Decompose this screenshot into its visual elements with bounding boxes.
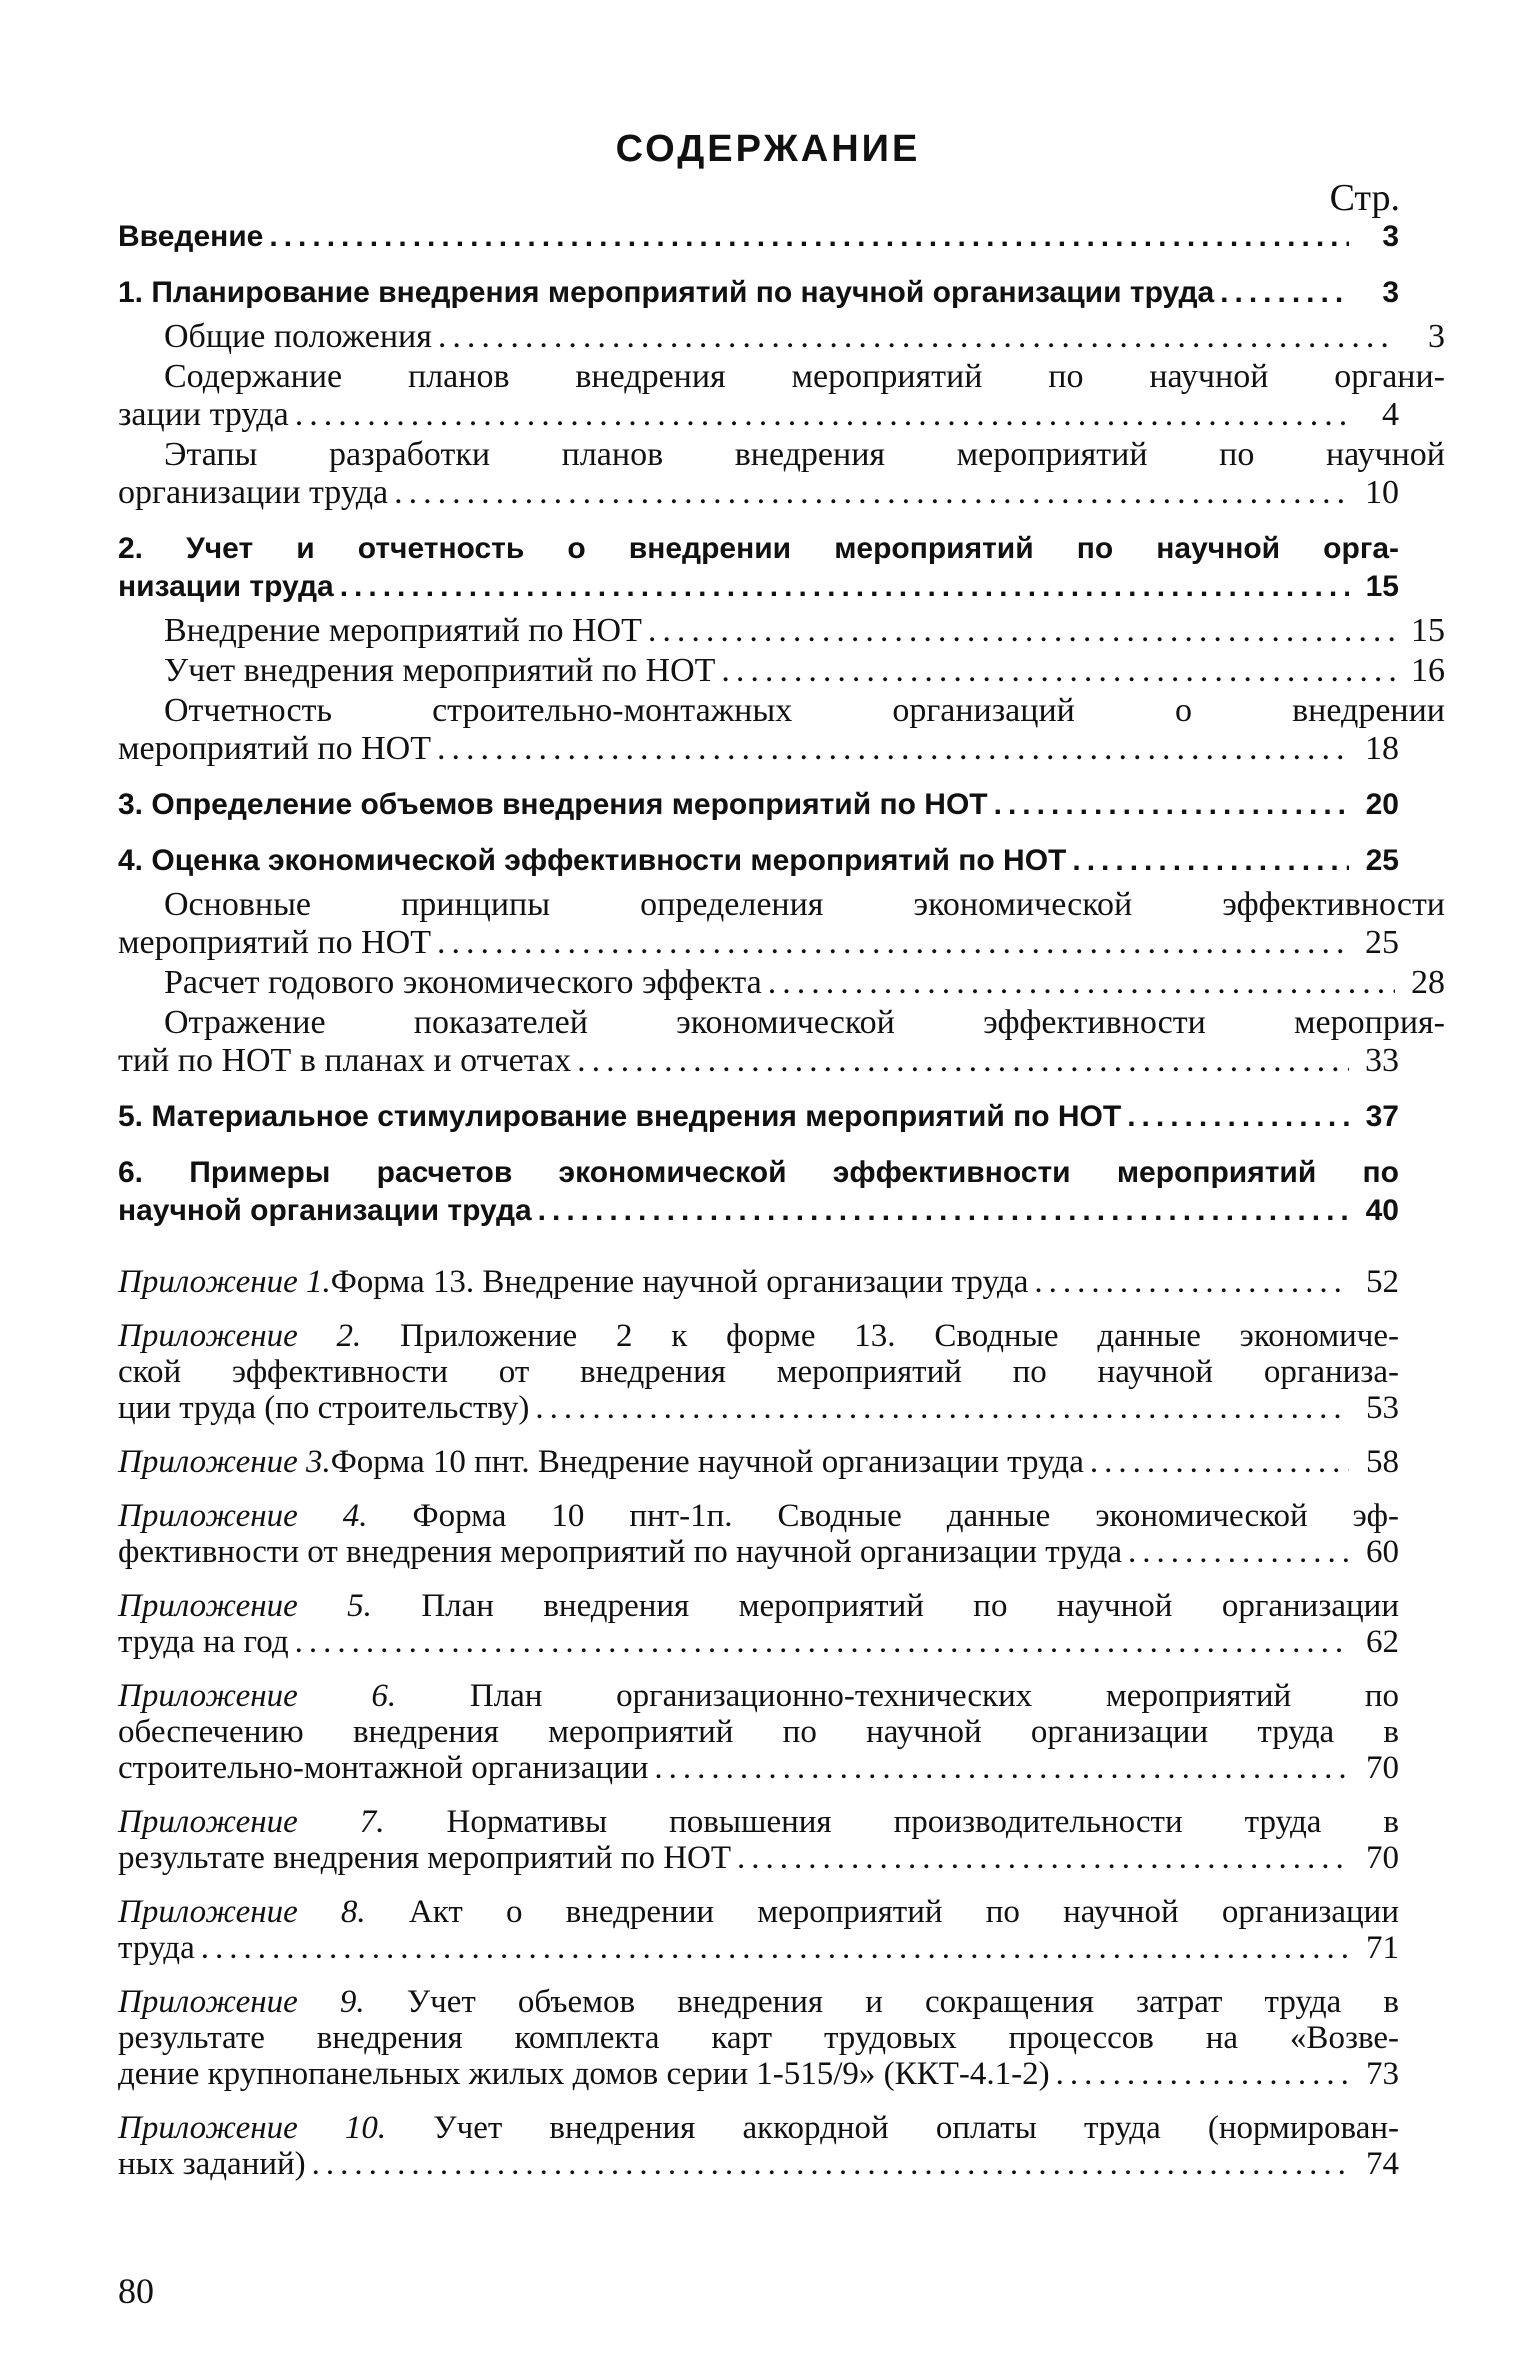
entry-text: ской эффективности от внедрения мероприятий по научной организа- bbox=[118, 1354, 1399, 1390]
dot-leader bbox=[437, 730, 1349, 768]
entry-text: Приложение 2 к форме 13. Сводные данные экономиче- bbox=[400, 1318, 1400, 1354]
dot-leader bbox=[1090, 1444, 1349, 1480]
page-ref: 18 bbox=[1365, 730, 1399, 767]
appendix-entry bbox=[118, 2110, 1399, 2182]
section-entry bbox=[118, 842, 1399, 880]
subsection-entry bbox=[118, 318, 1445, 356]
entry-text: Отражение показателей экономической эффективности мероприя- bbox=[164, 1004, 1445, 1041]
subsection-entry bbox=[118, 612, 1445, 650]
entry-line bbox=[118, 1984, 1399, 2020]
page-ref: 70 bbox=[1366, 1750, 1399, 1786]
entry-text: мероприятий по НОТ bbox=[118, 924, 431, 961]
entry-line bbox=[118, 886, 1445, 924]
entry-text: научной организации труда bbox=[118, 1194, 532, 1227]
appendix-entry bbox=[118, 1264, 1399, 1300]
page-ref: 3 bbox=[1382, 220, 1399, 253]
entry-line bbox=[118, 474, 1399, 512]
entry-line bbox=[118, 924, 1399, 962]
subsection-entry bbox=[118, 886, 1445, 962]
dot-leader bbox=[538, 1192, 1349, 1230]
entry-text: труда bbox=[118, 1930, 195, 1966]
page-ref: 73 bbox=[1366, 2056, 1399, 2092]
entry-line bbox=[118, 1750, 1399, 1786]
entry-line bbox=[118, 652, 1445, 690]
page-column-label: Стр. bbox=[1329, 177, 1400, 219]
entry-text: Основные принципы определения экономической эффективности bbox=[164, 886, 1445, 923]
subsection-entry bbox=[118, 1004, 1445, 1080]
entry-text: Расчет годового экономического эффекта bbox=[164, 964, 762, 1001]
entry-line bbox=[118, 786, 1399, 824]
page-ref: 10 bbox=[1365, 474, 1399, 511]
dot-leader bbox=[1127, 1098, 1349, 1136]
appendix-entry bbox=[118, 1318, 1399, 1426]
page-ref: 3 bbox=[1382, 276, 1399, 309]
page-ref: 33 bbox=[1365, 1042, 1399, 1079]
page-ref: 15 bbox=[1411, 612, 1445, 649]
dot-leader bbox=[1072, 842, 1349, 880]
entry-line bbox=[118, 358, 1445, 396]
dot-leader bbox=[994, 786, 1349, 824]
entry-text: результате внедрения комплекта карт трудовых процессов на «Возве- bbox=[118, 2020, 1399, 2056]
page-ref: 53 bbox=[1366, 1390, 1399, 1426]
entry-text: Этапы разработки планов внедрения мероприятий по научной bbox=[164, 436, 1445, 473]
entry-text: Нормативы повышения производительности труда в bbox=[446, 1804, 1399, 1840]
entry-text: 5. Материальное стимулирование внедрения мероприятий по НОТ bbox=[118, 1100, 1122, 1133]
entry-line bbox=[118, 436, 1445, 474]
entry-line bbox=[118, 1894, 1399, 1930]
entry-line bbox=[118, 612, 1445, 650]
entry-line bbox=[118, 692, 1445, 730]
appendix-entry bbox=[118, 1678, 1399, 1786]
subsection-entry bbox=[118, 358, 1445, 434]
entry-line bbox=[118, 1098, 1399, 1136]
entry-line bbox=[118, 1192, 1399, 1230]
page-ref: 25 bbox=[1365, 844, 1399, 877]
entry-line bbox=[118, 274, 1399, 312]
appendix-label: Приложение 10. bbox=[118, 2110, 387, 2146]
entry-line bbox=[118, 842, 1399, 880]
page-title: СОДЕРЖАНИЕ bbox=[615, 128, 921, 170]
entry-text: План организационно-технических мероприятий по bbox=[469, 1678, 1400, 1714]
dot-leader bbox=[437, 924, 1349, 962]
page-ref: 74 bbox=[1366, 2146, 1399, 2182]
entry-text: мероприятий по НОТ bbox=[118, 730, 431, 767]
dot-leader bbox=[535, 1390, 1349, 1426]
entry-line bbox=[118, 1498, 1399, 1534]
page-ref: 62 bbox=[1366, 1624, 1399, 1660]
entry-text: результате внедрения мероприятий по НОТ bbox=[118, 1840, 732, 1876]
dot-leader bbox=[438, 318, 1395, 356]
page-ref: 60 bbox=[1366, 1534, 1399, 1570]
entry-line bbox=[118, 318, 1445, 356]
entry-line bbox=[118, 1354, 1399, 1390]
entry-line bbox=[118, 1534, 1399, 1570]
entry-line bbox=[118, 1930, 1399, 1966]
entry-line bbox=[118, 1154, 1399, 1192]
entry-text: Форма 10 пнт-1п. Сводные данные экономической эф- bbox=[412, 1498, 1400, 1534]
appendix-label: Приложение 3. bbox=[118, 1444, 331, 1480]
entry-line bbox=[118, 1264, 1399, 1300]
entry-line bbox=[118, 2020, 1399, 2056]
entry-text: ных заданий) bbox=[118, 2146, 306, 2182]
entry-line bbox=[118, 396, 1399, 434]
dot-leader bbox=[648, 612, 1395, 650]
entry-text: зации труда bbox=[118, 396, 289, 433]
entry-line bbox=[118, 1444, 1399, 1480]
entry-line bbox=[118, 1588, 1399, 1624]
entry-line bbox=[118, 1714, 1399, 1750]
entry-line bbox=[118, 568, 1399, 606]
section-entry bbox=[118, 218, 1399, 256]
page-ref: 20 bbox=[1365, 788, 1399, 821]
dot-leader bbox=[768, 964, 1395, 1002]
entry-text: 6. Примеры расчетов экономической эффективности мероприятий по bbox=[118, 1156, 1399, 1189]
entry-text: Введение bbox=[118, 220, 264, 253]
dot-leader bbox=[1056, 2056, 1349, 2092]
entry-text: Внедрение мероприятий по НОТ bbox=[164, 612, 642, 649]
entry-text: строительно-монтажной организации bbox=[118, 1750, 649, 1786]
entry-line bbox=[118, 1840, 1399, 1876]
section-entry bbox=[118, 274, 1399, 312]
appendix-entry bbox=[118, 1984, 1399, 2092]
page-ref: 52 bbox=[1366, 1264, 1399, 1300]
entry-text: дение крупнопанельных жилых домов серии 1-515/9» (ККТ-4.1-2) bbox=[118, 2056, 1050, 2092]
dot-leader bbox=[312, 2146, 1349, 2182]
page-ref: 40 bbox=[1365, 1194, 1399, 1227]
entry-text: организации труда bbox=[118, 474, 389, 511]
appendix-label: Приложение 8. bbox=[118, 1894, 366, 1930]
entry-line bbox=[118, 1624, 1399, 1660]
entry-text: Отчетность строительно-монтажных организаций о внедрении bbox=[164, 692, 1445, 729]
entry-text: Акт о внедрении мероприятий по научной организации bbox=[408, 1894, 1400, 1930]
dot-leader bbox=[269, 218, 1349, 256]
dot-leader bbox=[295, 396, 1349, 434]
section-entry bbox=[118, 1154, 1399, 1230]
appendix-label: Приложение 2. bbox=[118, 1318, 362, 1354]
dot-leader bbox=[340, 568, 1349, 606]
entry-text: Форма 13. Внедрение научной организации труда bbox=[330, 1264, 1029, 1300]
section-entry bbox=[118, 530, 1399, 606]
appendix-label: Приложение 5. bbox=[118, 1588, 372, 1624]
entry-line bbox=[118, 218, 1399, 256]
page-ref: 16 bbox=[1411, 652, 1445, 689]
page-ref: 71 bbox=[1366, 1930, 1399, 1966]
entry-text: Учет внедрения аккордной оплаты труда (нормирован- bbox=[433, 2110, 1399, 2146]
entry-line bbox=[118, 2110, 1399, 2146]
appendix-label: Приложение 7. bbox=[118, 1804, 385, 1840]
page-ref: 70 bbox=[1366, 1840, 1399, 1876]
dot-leader bbox=[1220, 274, 1349, 312]
dot-leader bbox=[1034, 1264, 1349, 1300]
subsection-entry bbox=[118, 652, 1445, 690]
dot-leader bbox=[737, 1840, 1349, 1876]
entry-text: обеспечению внедрения мероприятий по научной организации труда в bbox=[118, 1714, 1399, 1750]
entry-text: тий по НОТ в планах и отчетах bbox=[118, 1042, 572, 1079]
page-ref: 3 bbox=[1428, 318, 1445, 355]
section-entry bbox=[118, 786, 1399, 824]
appendix-entry bbox=[118, 1804, 1399, 1876]
dot-leader bbox=[721, 652, 1395, 690]
entry-text: 3. Определение объемов внедрения мероприятий по НОТ bbox=[118, 788, 988, 821]
entry-line bbox=[118, 1318, 1399, 1354]
entry-text: Форма 10 пнт. Внедрение научной организации труда bbox=[330, 1444, 1084, 1480]
subsection-entry bbox=[118, 964, 1445, 1002]
entry-text: 1. Планирование внедрения мероприятий по научной организации труда bbox=[118, 276, 1215, 309]
appendix-entry bbox=[118, 1894, 1399, 1966]
appendix-entry bbox=[118, 1588, 1399, 1660]
dot-leader bbox=[1128, 1534, 1349, 1570]
entry-line bbox=[118, 1390, 1399, 1426]
appendix-label: Приложение 9. bbox=[118, 1984, 365, 2020]
dot-leader bbox=[201, 1930, 1349, 1966]
entry-line bbox=[118, 2146, 1399, 2182]
entry-text: низации труда bbox=[118, 570, 334, 603]
page-ref: 4 bbox=[1382, 396, 1399, 433]
page-ref: 15 bbox=[1365, 570, 1399, 603]
entry-text: Общие положения bbox=[164, 318, 432, 355]
page-number: 80 bbox=[118, 2271, 154, 2311]
appendix-entry bbox=[118, 1498, 1399, 1570]
entry-line bbox=[118, 2056, 1399, 2092]
entry-line bbox=[118, 730, 1399, 768]
entry-line bbox=[118, 1042, 1399, 1080]
entry-line bbox=[118, 1804, 1399, 1840]
entry-line bbox=[118, 1678, 1399, 1714]
subsection-entry bbox=[118, 436, 1445, 512]
dot-leader bbox=[295, 1624, 1349, 1660]
appendix-label: Приложение 4. bbox=[118, 1498, 368, 1534]
dot-leader bbox=[654, 1750, 1349, 1786]
entry-line bbox=[118, 530, 1399, 568]
page-ref: 28 bbox=[1411, 964, 1445, 1001]
appendix-entry bbox=[118, 1444, 1399, 1480]
entry-text: План внедрения мероприятий по научной организации bbox=[421, 1588, 1400, 1624]
entry-line bbox=[118, 964, 1445, 1002]
entry-text: 4. Оценка экономической эффективности мероприятий по НОТ bbox=[118, 844, 1067, 877]
entry-text: Содержание планов внедрения мероприятий по научной органи- bbox=[164, 358, 1445, 395]
entry-text: Учет внедрения мероприятий по НОТ bbox=[164, 652, 716, 689]
page-ref: 58 bbox=[1366, 1444, 1399, 1480]
page-ref: 37 bbox=[1365, 1100, 1399, 1133]
entry-text: ции труда (по строительству) bbox=[118, 1390, 530, 1426]
entry-text: Учет объемов внедрения и сокращения затрат труда в bbox=[406, 1984, 1400, 2020]
table-of-contents bbox=[118, 218, 1445, 2182]
entry-text: фективности от внедрения мероприятий по научной организации труда bbox=[118, 1534, 1123, 1570]
section-entry bbox=[118, 1098, 1399, 1136]
entry-line bbox=[118, 1004, 1445, 1042]
dot-leader bbox=[577, 1042, 1349, 1080]
dot-leader bbox=[394, 474, 1349, 512]
page-ref: 25 bbox=[1365, 924, 1399, 961]
appendix-label: Приложение 6. bbox=[118, 1678, 397, 1714]
entry-text: 2. Учет и отчетность о внедрении мероприятий по научной орга- bbox=[118, 532, 1399, 565]
subsection-entry bbox=[118, 692, 1445, 768]
appendix-label: Приложение 1. bbox=[118, 1264, 331, 1300]
entry-text: труда на год bbox=[118, 1624, 289, 1660]
